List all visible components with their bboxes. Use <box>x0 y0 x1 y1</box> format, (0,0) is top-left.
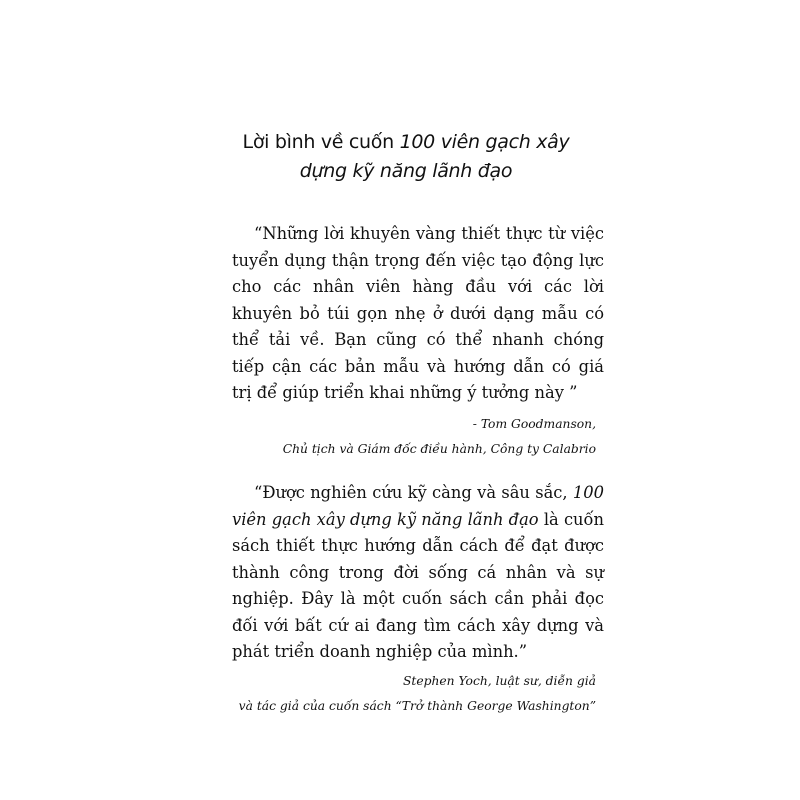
page-heading <box>228 128 584 186</box>
attribution-stephen-yoch <box>239 669 596 719</box>
quote-text: “Những lời khuyên vàng thiết thực từ việc tuyển dụng thận trọng đến việc tạo động lực cho các nhân viên hàng đầu với các lời khuyên bỏ túi gọn nhẹ ở dưới dạng mẫu có thể tải về. Bạn cũng có thể nhanh chóng tiếp cận các bản mẫu và hướng dẫn có giá trị để giúp triển khai những ý tưởng này ” <box>232 224 604 402</box>
attribution-name: - Tom Goodmanson, <box>472 417 596 431</box>
attribution-role: Chủ tịch và Giám đốc điều hành, Công ty Calabrio <box>282 442 596 456</box>
quote-stephen-yoch <box>232 480 604 666</box>
attribution-role: và tác giả của cuốn sách “Trở thành George Washington” <box>238 699 596 713</box>
heading-book-title-part2: dựng kỹ năng lãnh đạo <box>299 160 513 182</box>
heading-prefix: Lời bình về cuốn <box>242 131 400 153</box>
quote-book-title: 100 viên gạch xây dựng kỹ năng lãnh đạo <box>232 483 604 529</box>
quote-text-end: là cuốn sách thiết thực hướng dẫn cách để đạt được thành công trong đời sống cá nhân và sự nghiệp. Đây là một cuốn sách cần phải đọc đối với bất cứ ai đang tìm cách xây dựng và phát triển doanh nghiệp của mình.” <box>232 509 604 661</box>
quote-text-start: “Được nghiên cứu kỹ càng và sâu sắc, <box>254 483 573 502</box>
attribution-name: Stephen Yoch, luật sư, diễn giả <box>402 674 596 688</box>
quote-tom-goodmanson <box>232 221 604 407</box>
attribution-tom-goodmanson <box>283 412 596 462</box>
heading-book-title-part1: 100 viên gạch xây <box>399 131 570 153</box>
